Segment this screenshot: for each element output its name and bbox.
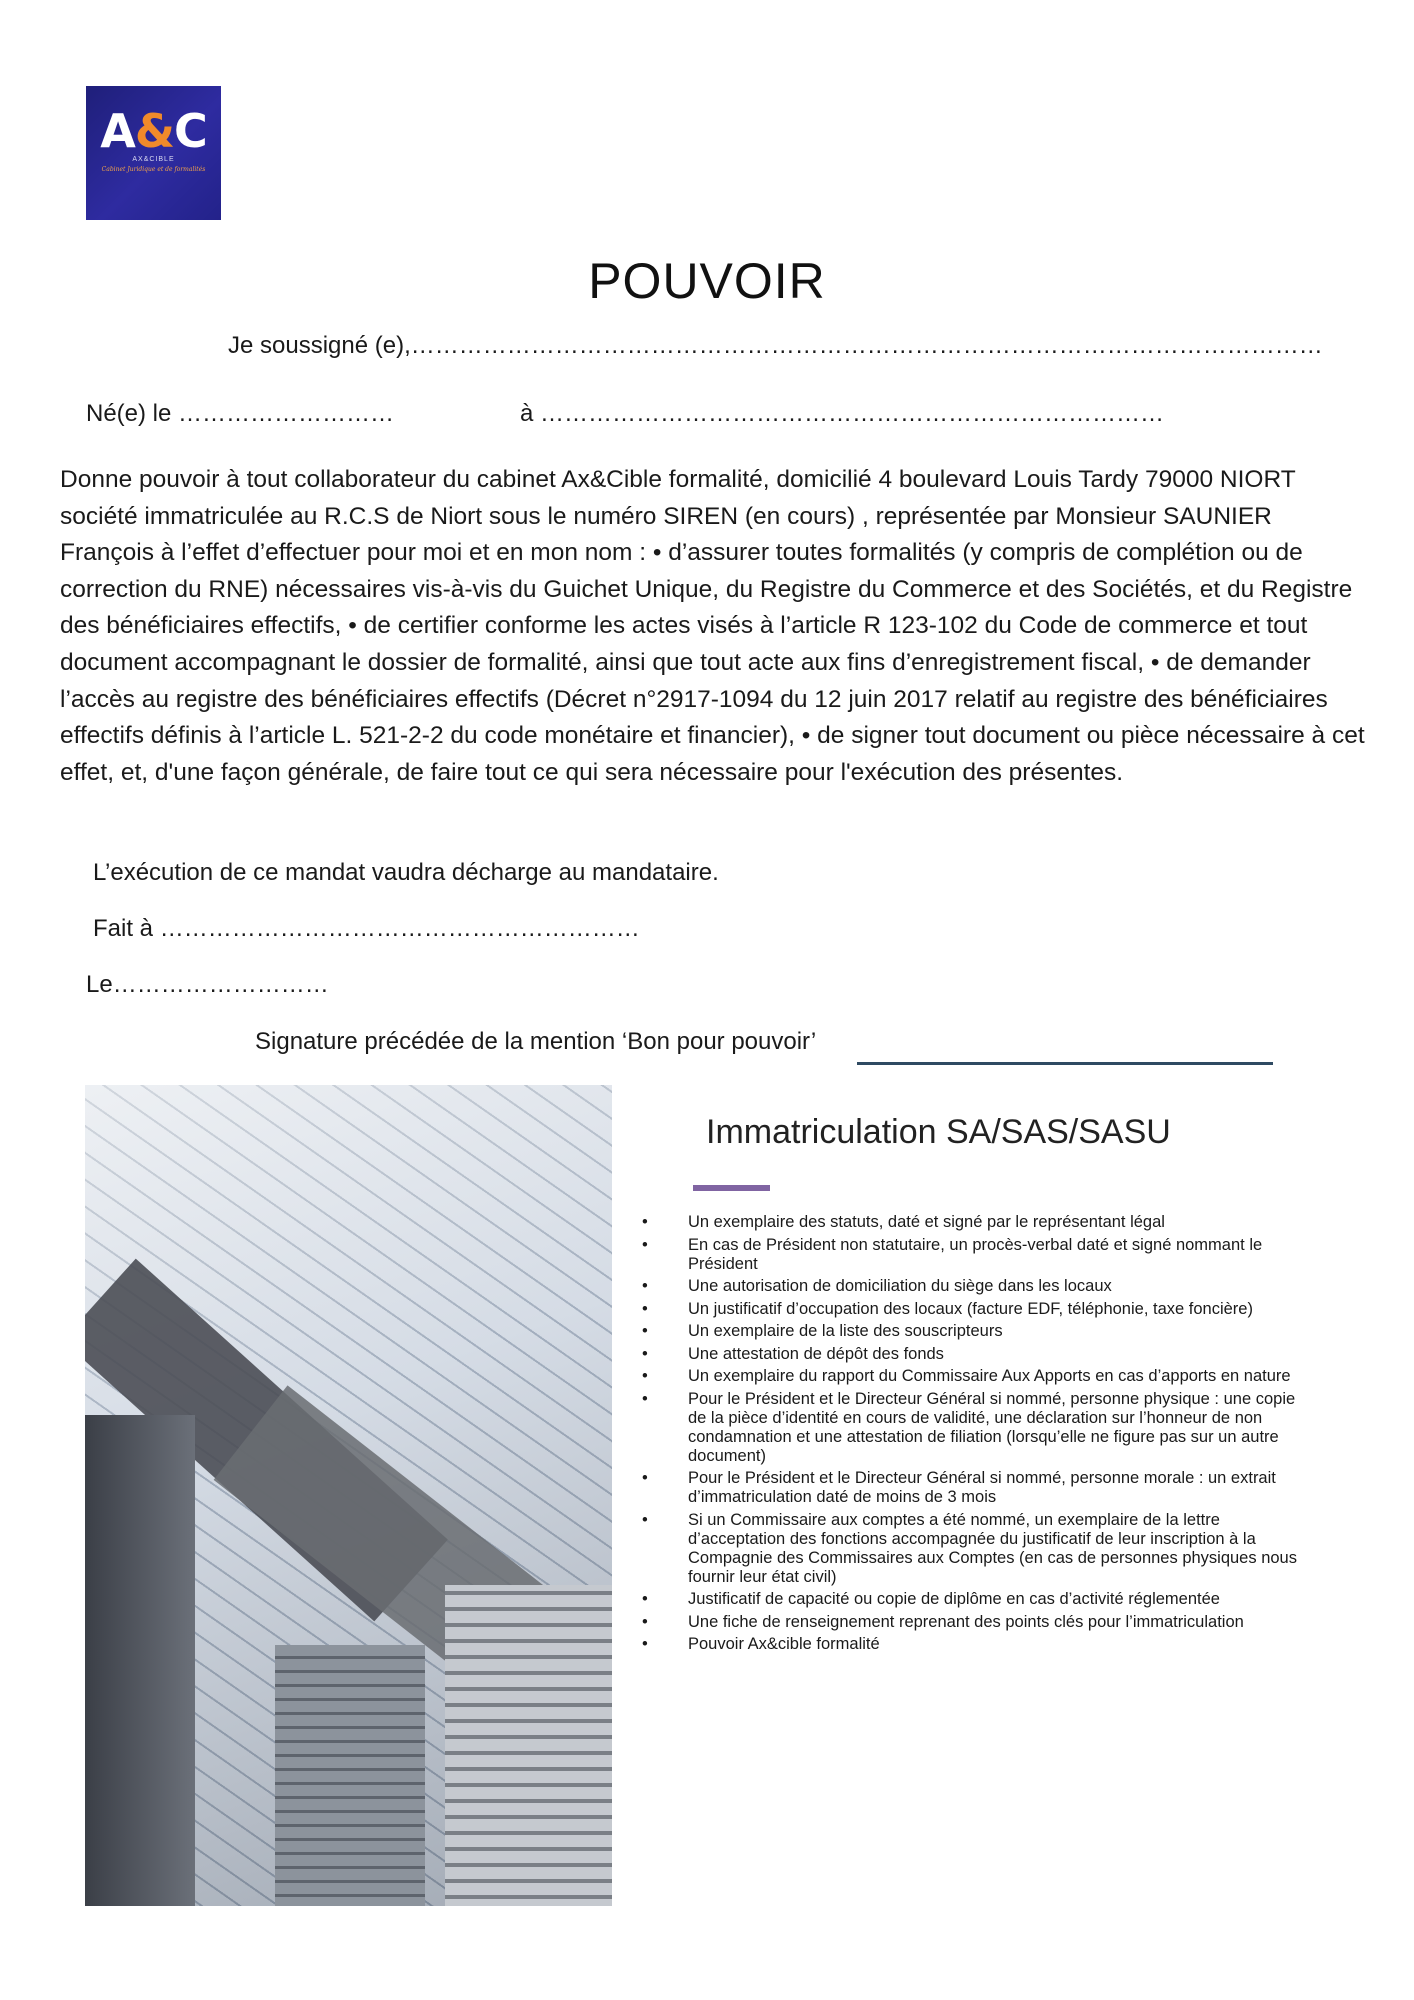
- immatriculation-title: Immatriculation SA/SAS/SASU: [706, 1113, 1171, 1151]
- list-item: • Pouvoir Ax&cible formalité: [642, 1635, 880, 1653]
- bullet-icon: •: [642, 1510, 648, 1529]
- bullet-icon: •: [642, 1389, 648, 1408]
- photo-tower: [445, 1585, 612, 1906]
- soussigne-line: Je soussigné (e),……………………………………………………………………………………………………: [228, 332, 1323, 359]
- mandate-paragraph: Donne pouvoir à tout collaborateur du cabinet Ax&Cible formalité, domicilié 4 boulevard Louis Tardy 79000 NIORT société immatriculée au R.C.S de Niort sous le numéro SIREN (en cours) , représentée par Monsieur SAUNIER François à l’effet d’effectuer pour moi et en mon nom : • d’assurer toutes formalités (y compris de complétion ou de correction du RNE) nécessaires vis-à-vis du Guichet Unique, du Registre du Commerce et des Sociétés, et du Registre des bénéficiaires effectifs, • de certifier conforme les actes visés à l’article R 123-102 du Code de commerce et tout document accompagnant le dossier de formalité, ainsi que tout acte aux fins d’enregistrement fiscal, • de demander l’accès au registre des bénéficiaires effectifs (Décret n°2917-1094 du 12 juin 2017 relatif au registre des bénéficiaires effectifs définis à l’article L. 521-2-2 du code monétaire et financier), • de signer tout document ou pièce nécessaire à cet effet, et, d'une façon générale, de faire tout ce qui sera nécessaire pour l'exécution des présentes.: [60, 466, 1365, 786]
- bullet-icon: •: [642, 1635, 648, 1653]
- logo-tagline: Cabinet Juridique et de formalités: [101, 166, 206, 173]
- bullet-icon: •: [642, 1299, 648, 1318]
- logo-subtitle: AX&CIBLE: [132, 156, 175, 163]
- bullet-icon: •: [642, 1612, 648, 1631]
- fait-a-line: Fait à ……………………………………………………: [93, 915, 640, 942]
- photo-tower: [85, 1415, 195, 1906]
- list-item: • Un exemplaire du rapport du Commissaire Aux Apports en cas d’apports en nature: [642, 1367, 1291, 1385]
- company-logo: [86, 86, 221, 220]
- bullet-icon: •: [642, 1322, 648, 1340]
- bullet-icon: •: [642, 1590, 648, 1608]
- photo-tower: [275, 1645, 425, 1906]
- bullet-icon: •: [642, 1277, 648, 1295]
- bullet-icon: •: [642, 1235, 648, 1254]
- logo-mark: A&C: [100, 104, 207, 158]
- bullet-icon: •: [642, 1469, 648, 1487]
- bullet-icon: •: [642, 1367, 648, 1385]
- signature-mention: Signature précédée de la mention ‘Bon pour pouvoir’: [255, 1028, 817, 1055]
- date-line: Le………………………: [86, 971, 329, 998]
- list-item: • Si un Commissaire aux comptes a été nommé, un exemplaire de la lettre d’acceptation des fonctions accompagnée du justificatif de leur inscription à la Compagnie des Commissaires aux Comptes (en cas de personnes physiques nous fournir leur état civil): [642, 1510, 1297, 1586]
- list-item: • Justificatif de capacité ou copie de diplôme en cas d’activité réglementée: [642, 1590, 1220, 1608]
- birth-date-line: Né(e) le ………………………: [86, 400, 395, 427]
- required-documents-list: [638, 1213, 1308, 1658]
- title-accent-bar: [693, 1185, 770, 1191]
- building-photo: [85, 1085, 612, 1906]
- discharge-statement: L’exécution de ce mandat vaudra décharge au mandataire.: [93, 859, 719, 886]
- list-item: • Un exemplaire de la liste des souscripteurs: [642, 1322, 1003, 1340]
- list-item: • Une fiche de renseignement reprenant des points clés pour l’immatriculation: [642, 1612, 1244, 1631]
- list-item: • Un exemplaire des statuts, daté et signé par le représentant légal: [642, 1213, 1165, 1231]
- birth-place-line: à ……………………………………………………………………: [520, 400, 1165, 427]
- bullet-icon: •: [642, 1213, 648, 1231]
- list-item: • Une attestation de dépôt des fonds: [642, 1344, 944, 1363]
- document-title: POUVOIR: [588, 253, 826, 309]
- list-item: • Pour le Président et le Directeur Général si nommé, personne physique : une copie de la pièce d’identité en cours de validité, une déclaration sur l’honneur de non condamnation et une attestation de filiation (lorsqu’elle ne figure pas sur un autre document): [642, 1389, 1296, 1465]
- list-item: • En cas de Président non statutaire, un procès-verbal daté et signé nommant le Président: [642, 1235, 1263, 1273]
- signature-rule: [857, 1062, 1273, 1065]
- list-item: • Pour le Président et le Directeur Général si nommé, personne morale : un extrait d’immatriculation daté de moins de 3 mois: [642, 1469, 1276, 1506]
- list-item: • Une autorisation de domiciliation du siège dans les locaux: [642, 1277, 1112, 1295]
- list-item: • Un justificatif d’occupation des locaux (facture EDF, téléphonie, taxe foncière): [642, 1299, 1253, 1318]
- bullet-icon: •: [642, 1344, 648, 1363]
